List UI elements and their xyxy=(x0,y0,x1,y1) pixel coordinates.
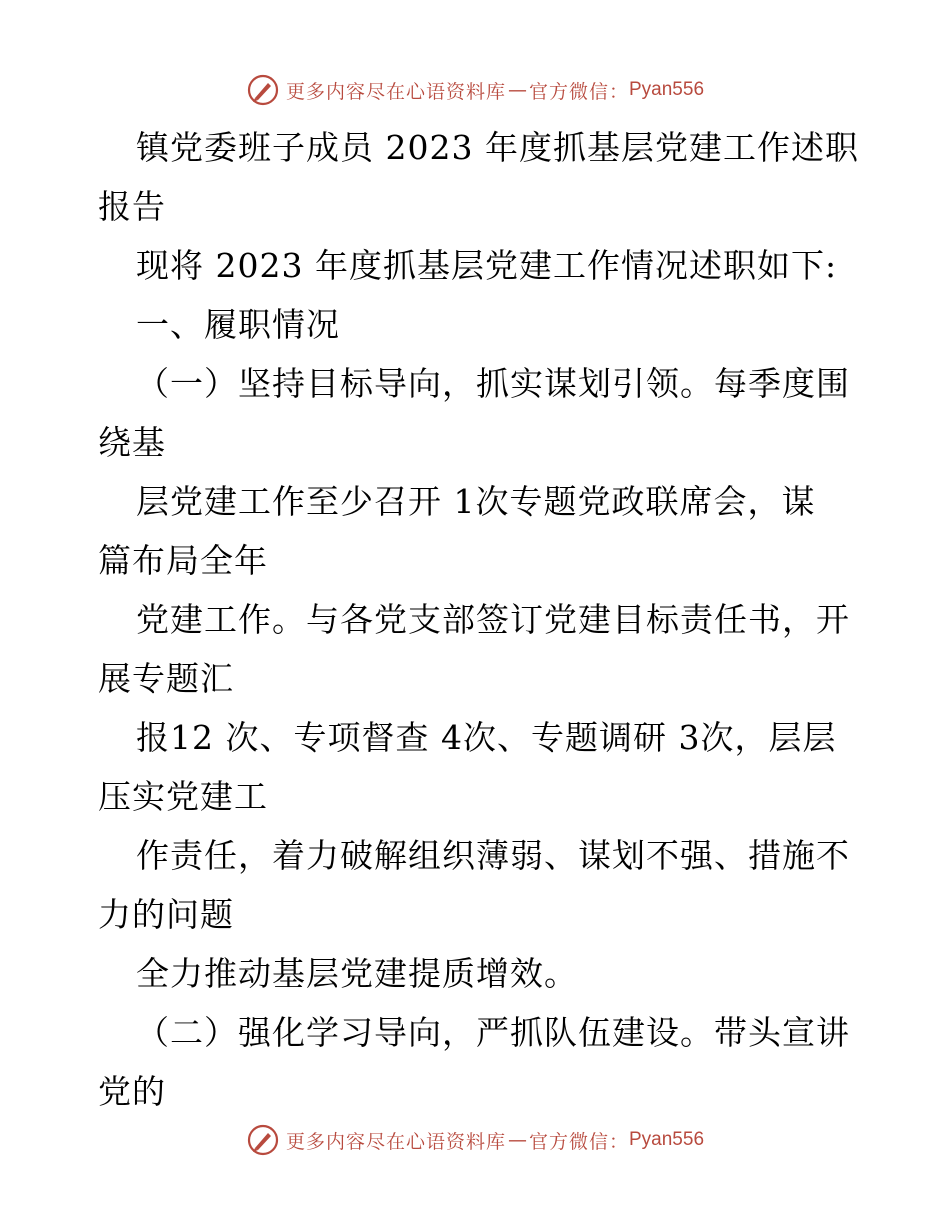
doc-line: 作责任，着力破解组织薄弱、谋划不强、措施不 xyxy=(136,836,850,875)
watermark-separator: — xyxy=(507,1129,527,1151)
header-watermark xyxy=(0,68,950,112)
watermark-text: 更多内容尽在心语资料库 xyxy=(285,80,506,103)
watermark-id: Pyan556 xyxy=(629,1129,705,1150)
doc-line: 报告 xyxy=(98,187,166,226)
doc-line: 篇布局全年 xyxy=(98,541,268,580)
doc-line: 一、履职情况 xyxy=(136,305,340,344)
doc-line: 绕基 xyxy=(98,423,166,462)
doc-line: 全力推动基层党建提质增效。 xyxy=(136,954,578,993)
doc-line: 压实党建工 xyxy=(98,777,268,816)
pen-logo-icon xyxy=(246,1123,280,1157)
doc-line: （二）强化学习导向，严抓队伍建设。带头宣讲 xyxy=(136,1013,850,1052)
watermark-text: 更多内容尽在心语资料库 xyxy=(285,1130,506,1153)
pen-logo-icon xyxy=(246,73,280,107)
watermark-separator: — xyxy=(507,79,527,101)
doc-line: 党建工作。与各党支部签订党建目标责任书，开 xyxy=(136,600,850,639)
doc-line: 镇党委班子成员 2023 年度抓基层党建工作述职 xyxy=(136,128,859,167)
footer-watermark xyxy=(0,1118,950,1162)
doc-line: 层党建工作至少召开 1次专题党政联席会，谋 xyxy=(136,482,816,521)
doc-line: 展专题汇 xyxy=(98,659,234,698)
doc-line: 力的问题 xyxy=(98,895,234,934)
watermark-id: Pyan556 xyxy=(629,79,705,100)
doc-line: （一）坚持目标导向，抓实谋划引领。每季度围 xyxy=(136,364,850,403)
watermark-label: 官方微信： xyxy=(528,80,629,103)
doc-line: 现将 2023 年度抓基层党建工作情况述职如下: xyxy=(136,246,838,285)
document-body xyxy=(98,118,858,1121)
doc-line: 报12 次、专项督查 4次、专题调研 3次，层层 xyxy=(136,718,837,757)
watermark-label: 官方微信： xyxy=(528,1130,629,1153)
doc-line: 党的 xyxy=(98,1072,166,1111)
